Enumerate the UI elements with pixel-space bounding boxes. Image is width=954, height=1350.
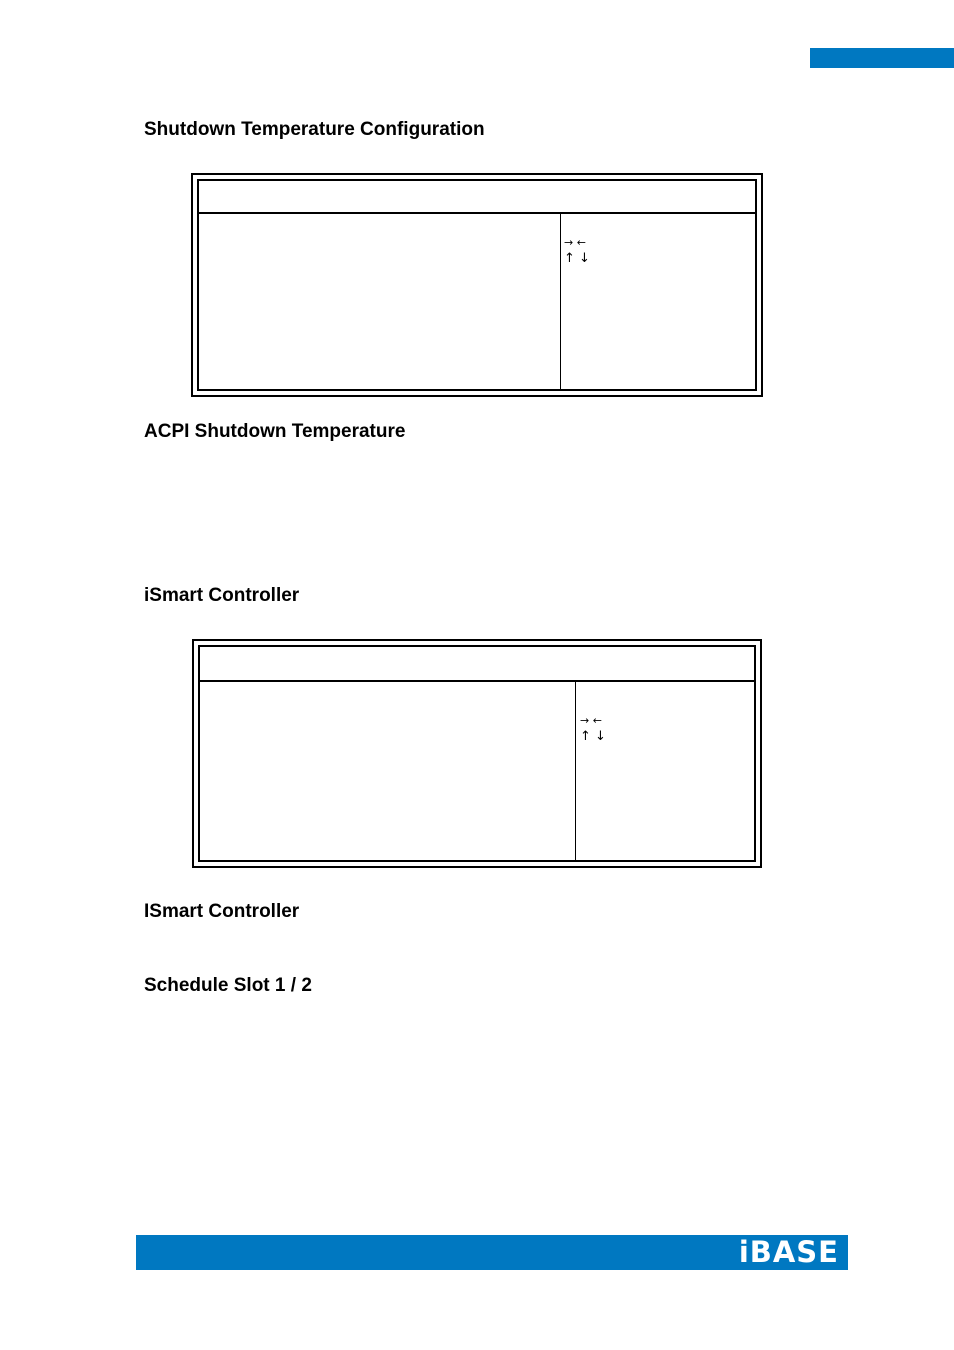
footer-bar: [136, 1235, 848, 1270]
left-right-arrow-icon: → ←: [580, 714, 602, 727]
navigation-arrow-keys: [564, 236, 590, 268]
bios-inner-frame: [198, 645, 756, 862]
header-accent-bar: [810, 48, 954, 68]
up-down-arrow-icon: ↑ ↓: [564, 251, 590, 266]
navigation-arrow-keys: [580, 714, 606, 746]
bios-inner-frame: [197, 179, 757, 391]
up-down-arrow-icon: ↑ ↓: [580, 729, 606, 744]
bios-help-divider: [575, 682, 576, 860]
ibase-logo: iBASE: [738, 1235, 839, 1269]
bios-title-bar: [200, 647, 754, 682]
bios-title-bar: [199, 181, 755, 214]
bios-help-divider: [560, 214, 561, 389]
left-right-arrow-icon: → ←: [564, 236, 586, 249]
heading-ismart-controller: iSmart Controller: [144, 585, 300, 606]
heading-acpi-shutdown-temperature: ACPI Shutdown Temperature: [144, 421, 406, 442]
heading-schedule-slot: Schedule Slot 1 / 2: [144, 975, 312, 996]
bios-setup-screen-ismart-controller: [192, 639, 762, 868]
heading-shutdown-temperature-configuration: Shutdown Temperature Configuration: [144, 119, 485, 140]
heading-ismart-controller-option: ISmart Controller: [144, 901, 300, 922]
bios-setup-screen-shutdown-temperature: [191, 173, 763, 397]
